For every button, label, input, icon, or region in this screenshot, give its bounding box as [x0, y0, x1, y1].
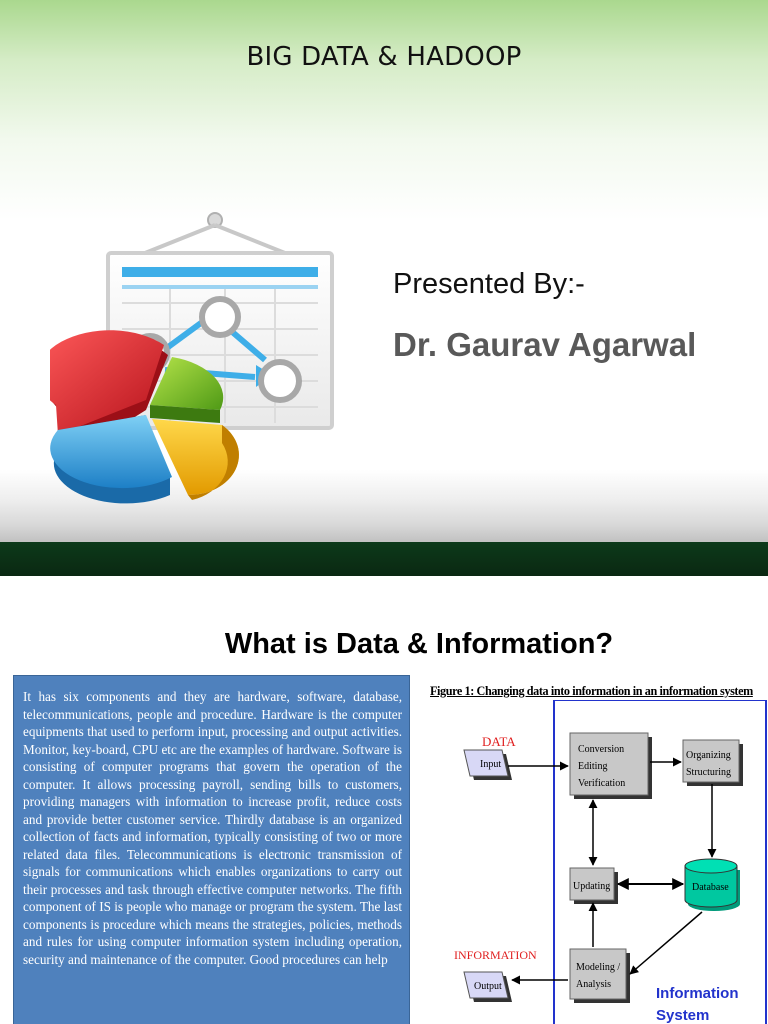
arrow-database-modeling [630, 912, 702, 974]
conversion-line: Conversion [578, 744, 625, 755]
slide-gap [0, 576, 768, 600]
information-system-diagram [430, 700, 768, 1024]
presented-by-label: Presented By:- [393, 268, 585, 300]
footer-band [0, 542, 768, 576]
modeling-line: Modeling / [576, 962, 621, 973]
presentation-chart-illustration [50, 205, 340, 505]
components-text-box: It has six components and they are hardware, software, database, telecommunications, people and procedure. Hardware is the computer equipments that used to perform input, processing and output activities. Monitor, key-board, CPU etc are the examples of hardware. Software is consisting of computer programs that govern the operation of the computer. It allows processing payroll, sending bills to customers, providing managers with information to increase profit, reduce costs and provide better customer service. Thirdly database is an organized collection of facts and information, typically consisting of two or more related data files. Telecommunications is electronic transmission of signals for communications which enables organizations to carry out their processes and task through effective computer networks. The fifth component of IS is people who manage or program the system. The last components is procedure which means the strategies, policies, methods and rules for using computer information system including operation, security and maintenance of the computer. Good procedures can help [13, 675, 410, 1024]
slide-heading: What is Data & Information? [224, 628, 614, 660]
slide-title: BIG DATA & HADOOP [246, 42, 522, 72]
output-label: Output [474, 981, 502, 992]
presenter-name: Dr. Gaurav Agarwal [393, 326, 697, 363]
organizing-line: Organizing [686, 750, 731, 761]
input-label: Input [480, 759, 502, 770]
analysis-line: Analysis [576, 979, 611, 990]
structuring-line: Structuring [686, 767, 731, 778]
system-label-line1: Information [656, 985, 739, 1002]
editing-line: Editing [578, 761, 608, 772]
verification-line: Verification [578, 778, 626, 789]
data-label: DATA [482, 734, 516, 749]
information-label: INFORMATION [454, 948, 537, 962]
figure-caption: Figure 1: Changing data into information in an information system [430, 684, 753, 698]
updating-label: Updating [573, 881, 611, 892]
content-slide [0, 600, 768, 1024]
database-label: Database [692, 882, 729, 893]
system-label-line2: System [656, 1007, 710, 1024]
